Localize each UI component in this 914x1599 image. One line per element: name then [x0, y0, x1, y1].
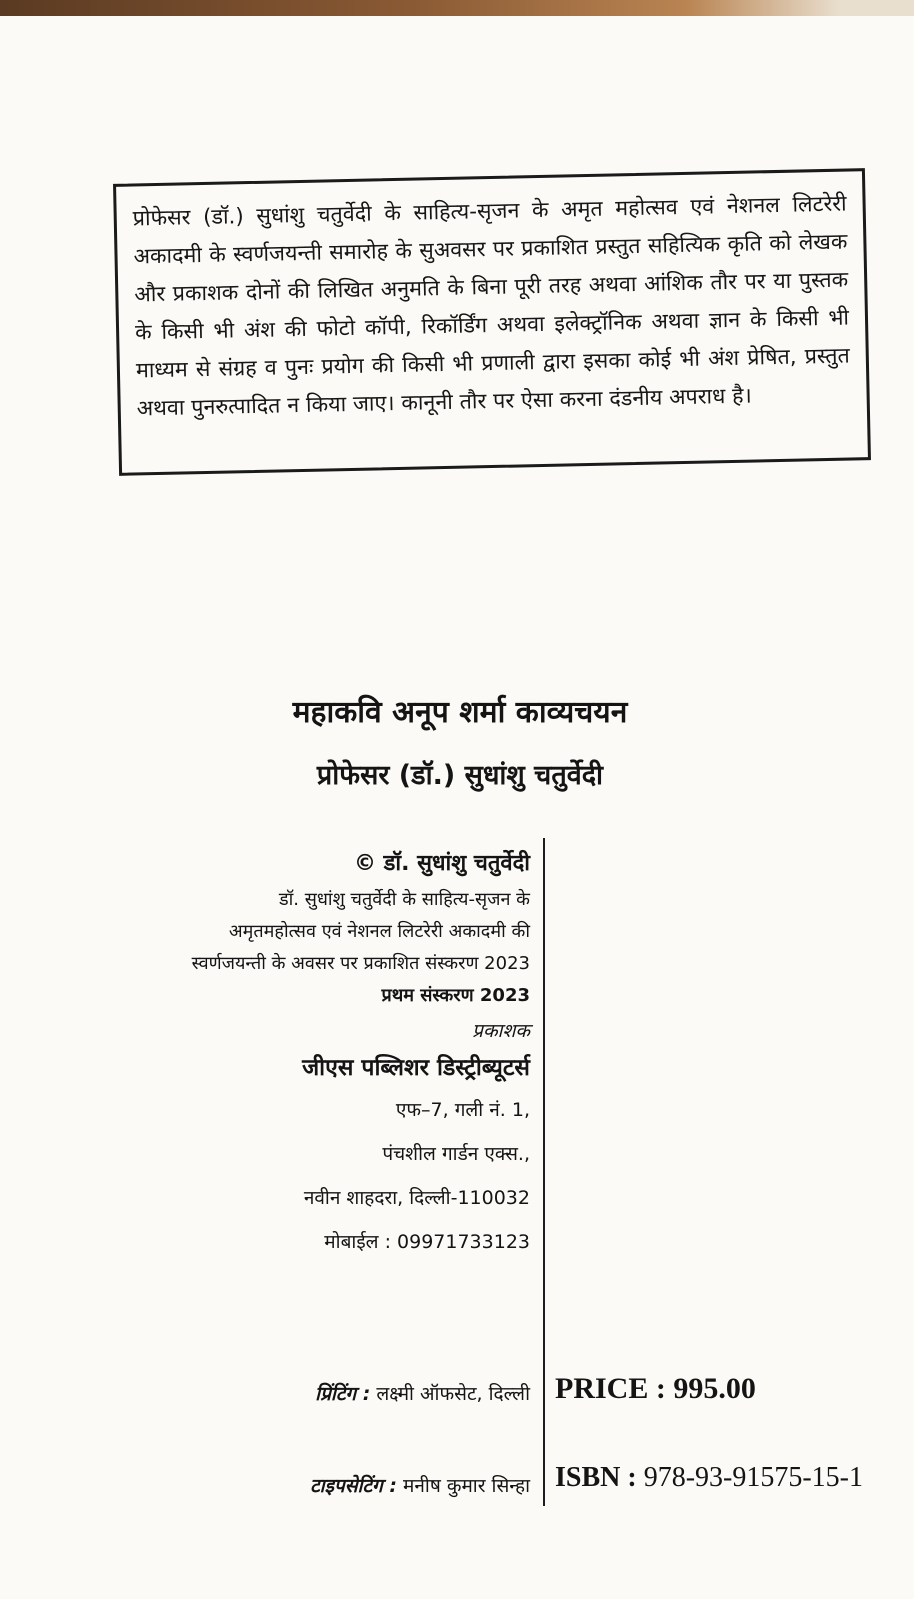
- typesetting-label: टाइपसेटिंग :: [310, 1475, 397, 1497]
- column-divider: [543, 838, 545, 1506]
- edition-line: डॉ. सुधांशु चतुर्वेदी के साहित्य-सृजन के: [278, 889, 530, 910]
- printing-label: प्रिंटिंग :: [315, 1383, 371, 1405]
- publisher-address: [60, 1088, 530, 1264]
- copyright-line: © डॉ. सुधांशु चतुर्वेदी: [354, 851, 530, 876]
- publisher-name: जीएस पब्लिशर डिस्ट्रीब्यूटर्स: [302, 1055, 530, 1081]
- price-value: 995.00: [673, 1372, 756, 1405]
- price-label: PRICE :: [555, 1372, 666, 1405]
- printing-value: लक्ष्मी ऑफसेट, दिल्ली: [376, 1383, 530, 1405]
- edition-line: स्वर्णजयन्ती के अवसर पर प्रकाशित संस्करण 2023: [191, 953, 530, 974]
- price-line: [555, 1372, 756, 1406]
- address-line: नवीन शाहदरा, दिल्ली-110032: [303, 1187, 530, 1209]
- address-line: पंचशील गार्डन एक्स.,: [382, 1143, 530, 1165]
- typesetting-credit: [60, 1472, 530, 1498]
- printing-credit: [60, 1380, 530, 1406]
- colophon-block: [60, 848, 530, 1264]
- mobile-line: मोबाईल : 09971733123: [324, 1231, 530, 1253]
- copyright-notice-text: प्रोफेसर (डॉ.) सुधांशु चतुर्वेदी के साहित्य-सृजन के अमृत महोत्सव एवं नेशनल लिटरेरी अकादमी के स्वर्णजयन्ती समारोह के सुअवसर पर प्रकाशित प्रस्तुत सहित्यिक कृति को लेखक और प्रकाशक दोनों की लिखित अनुमति के बिना पूरी तरह अथवा आंशिक तौर पर या पुस्तक के किसी भी अंश की फोटो कॉपी, रिकॉर्डिंग अथवा इलेक्ट्रॉनिक अथवा ज्ञान के किसी भी माध्यम से संग्रह व पुनः प्रयोग की किसी भी प्रणाली द्वारा इसका कोई भी अंश प्रेषित, प्रस्तुत अथवा पुनरुत्पादित न किया जाए। कानूनी तौर पर ऐसा करना दंडनीय अपराध है।: [132, 191, 851, 422]
- typesetting-value: मनीष कुमार सिन्हा: [403, 1475, 530, 1497]
- book-title: महाकवि अनूप शर्मा काव्यचयन: [292, 695, 628, 730]
- first-edition: प्रथम संस्करण 2023: [381, 985, 530, 1006]
- isbn-label: ISBN :: [555, 1462, 637, 1493]
- edition-description: [60, 884, 530, 980]
- isbn-value: 978-93-91575-15-1: [643, 1462, 863, 1493]
- publisher-label: प्रकाशक: [472, 1020, 530, 1042]
- edition-line: अमृतमहोत्सव एवं नेशनल लिटरेरी अकादमी की: [228, 921, 530, 942]
- author-name: प्रोफेसर (डॉ.) सुधांशु चतुर्वेदी: [316, 760, 604, 791]
- address-line: एफ–7, गली नं. 1,: [395, 1099, 530, 1121]
- copyright-notice-box: [113, 168, 871, 476]
- isbn-line: [555, 1462, 863, 1494]
